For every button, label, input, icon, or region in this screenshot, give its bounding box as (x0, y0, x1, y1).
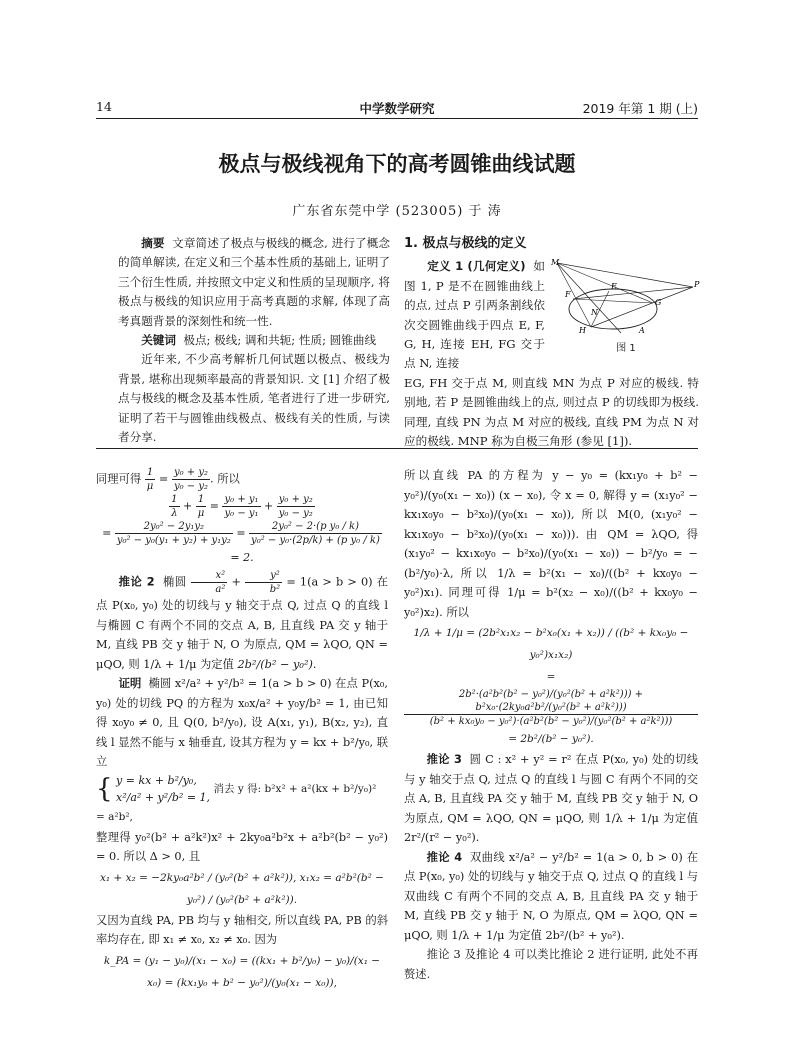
journal-name: 中学数学研究 (359, 101, 435, 116)
sum-reciprocal-equation: 1/λ + 1/μ = (2b²x₁x₂ − b²x₀(x₁ + x₂)) / ((b² + kx₀y₀ − y₀²)x₁x₂) (413, 627, 689, 661)
same-reason-text: 同理可得 (96, 472, 142, 486)
abstract-text: 文章简述了极点与极线的概念, 进行了概念的简单解读, 在定义和三个基本性质的基础上, 证明了三个衍生性质, 并按照文中定义和性质的呈现顺序, 将极点与极线的知识应用于高考真题的求解, 体现了高考真题背景的深刻性和统一性. (118, 236, 390, 328)
abstract-label: 摘要 (141, 236, 165, 250)
left-column: 同理可得 $\frac{1}{\mu}$ = $\frac{\text{y₀ + y₂}}{\text{y₀ − y₂}}$ . 所以 $\frac{1}{\lambda}$ + $\frac{1}{\mu}$ = $\frac{\text{y₀ + y₁}}{\text{y₀ − y₁}}$ + $\frac{\text{y₀ + y₂}}{\text{y₀ − y₂}}$ = $\frac{\text{2y₀² − 2y₁y₂}}{\text{y₀² − y₀(y₁ + y₂) + y₁y₂}}$ = $\frac{\text{2y₀² − 2·(p y₀ / k)}}{\text{y₀² − y₀·(2p/k) + (p y₀ / k)}}$ = 2. 推论 2 椭圆 $\frac{\text{x²}}{\text{a²}}$ + $\frac{\text{y²}}{\text{b²}}$ = 1(a > b > 0) 在点 P(x₀, y₀) 处的切线与 y 轴交于点 Q, 过点 Q 的直线 l 与椭圆 C 有两个不同的交点 A, B, 且直线 PA 交 y 轴于 M, 直线 PB 交 y 轴于 N, O 为原点, QM = λQO, QN = μQO, 则 1/λ + 1/μ 为定值 2b²/(b² − y₀²). 证明 椭圆 x²/a² + y²/b² = 1(a > b > 0) 在点 P(x₀, y₀) 处的切线 PQ 的方程为 x₀x/a² + y₀y/b² = 1, 由已知得 x₀y₀ ≠ 0, 且 Q(0, b²/y₀), 设 A(x₁, y₁), B(x₂, y₂), 直线 l 显然不能与 x 轴垂直, 设其方程为 y = kx + b²/y₀, 联立 { y = kx + b²/y₀, x²/a² + y²/b² = 1, 消去 y 得: b²x² + a²(kx + b²/y₀)² = a²b², 整理得 y₀²(b² + a²k²)x² + 2ky₀a²b²x + a²b²(b² − y₀²) = 0. 所以 Δ > 0, 且 x₁ + x₂ = −2ky₀a²b² / (y₀²(b² + a²k²)), x₁x₂ = a²b²(b² − y₀²) / (y₀²(b² + a²k²)). 又因为直线 PA, PB 均与 y 轴相交, 所以直线 PA, PB 的斜率均存在, 即 x₁ ≠ x₀, x₂ ≠ x₀. 因为 k_PA = (y₁ − y₀)/(x₁ − x₀) = ((kx₁ + b²/y₀) − y₀)/(x₁ − x₀) = (kx₁y₀ + b² − y₀²)/(y₀(x₁ − x₀)), (96, 466, 388, 994)
definition-label: 定义 1 (几何定义) (427, 259, 526, 274)
corollary-2-text-b: = 1(a > b > 0) 在点 P(x₀, y₀) 处的切线与 y 轴交于点 Q, 过点 Q 的直线 l 与椭圆 C 有两个不同的交点 A, B, 且直线 PA 交 y 轴于 M, 直线 PB 交 y 轴于 N, O 为原点, QM = λQO, QN = μQO, 则 1/λ + 1/μ 为定值 (96, 575, 389, 671)
figure-caption: 图 1 (616, 343, 636, 355)
abstract-block (118, 234, 390, 447)
corollary-2-label: 推论 2 (118, 575, 155, 589)
proof-text-c: 又因为直线 PA, PB 均与 y 轴相交, 所以直线 PA, PB 的斜率均存在, 即 x₁ ≠ x₀, x₂ ≠ x₀. 因为 (96, 913, 388, 946)
corollary-3-text: 圆 C : x² + y² = r² 在点 P(x₀, y₀) 处的切线与 y 轴交于点 Q, 过点 Q 的直线 l 与圆 C 有两个不同的交点 A, B, 且直线 PA 交 y 轴于 M, 直线 PB 交 y 轴于 N, O 为原点, QM = λQO, QN = μQO, 则 1/λ + 1/μ 为定值 2r²/(r² − y₀²). (404, 753, 698, 844)
figure-1 (551, 257, 701, 357)
corollary-3-label: 推论 3 (426, 753, 462, 766)
system-line-2: x²/a² + y²/b² = 1, (116, 790, 211, 804)
fig-label-h: H (579, 326, 586, 336)
section-heading: 1. 极点与极线的定义 (404, 236, 527, 251)
intro-paragraph: 近年来, 不少高考解析几何试题以极点、极线为背景, 堪称出现频率最高的背景知识. 文 [1] 介绍了极点与极线的概念及基本性质, 笔者进行了进一步研究, 证明了若干与圆锥曲线极点、极线有关的性质, 与读者分享. (118, 352, 390, 445)
article-title: 极点与极线视角下的高考圆锥曲线试题 (218, 152, 576, 176)
fig-label-f: F (565, 290, 571, 300)
system-of-equations: { y = kx + b²/y₀, x²/a² + y²/b² = 1, 消去 y 得: b²x² + a²(kx + b²/y₀)² = a²b², (96, 773, 377, 823)
final-result: = 2b²/(b² − y₀²). (508, 733, 594, 745)
proof-text-a: 椭圆 x²/a² + y²/b² = 1(a > b > 0) 在点 P(x₀, y₀) 处的切线 PQ 的方程为 x₀x/a² + y₀y/b² = 1, 由已知得 x₀y₀ ≠ 0, 且 Q(0, b²/y₀), 设 A(x₁, y₁), B(x₂, y₂), 直线 l 显然不能与 x 轴垂直, 设其方程为 y = kx + b²/y₀, 联立 (96, 677, 388, 768)
final-equation: = 2b²·(a²b²(b² − y₀²)/(y₀²(b² + a²k²))) + b²x₀·(2ky₀a²b²/(y₀²(b² + a²k²))) (b² + kx₀y₀ − y₀²)·(a²b²(b² − y₀²)/(y₀²(b² + a²k²))) = 2b²/(b² − y₀²). (404, 666, 698, 750)
keywords-text: 极点; 极线; 调和共轭; 性质; 圆锥曲线 (183, 333, 377, 348)
right-column (404, 466, 698, 984)
system-line-1: y = kx + b²/y₀, (116, 773, 197, 787)
definition-block (404, 234, 699, 451)
equation-sum: $\frac{1}{\lambda}$ + $\frac{1}{\mu}$ = $\frac{\text{y₀ + y₁}}{\text{y₀ − y₁}}$ + $\frac{\text{y₀ + y₂}}{\text{y₀ − y₂}}$ (171, 494, 313, 519)
corollary-4-text: 双曲线 x²/a² − y²/b² = 1(a > 0, b > 0) 在点 P(x₀, y₀) 处的切线与 y 轴交于点 Q, 过点 Q 的直线 l 与双曲线 C 有两个不同的交点 A, B, 且直线 PA 交 y 轴于 M, 直线 PB 交 y 轴于 N, O 为原点, QM = λQO, QN = μQO, 则 1/λ + 1/μ 为定值 2b²/(b² + y₀²). (404, 850, 699, 942)
section-divider (96, 448, 698, 449)
definition-text-a: 如图 1, P 是不在圆锥曲线上的点, 过点 P 引两条割线依次交圆锥曲线于四点 E, F, G, H, 连接 EH, FG 交于点 N, 连接 (404, 259, 545, 371)
keywords-label: 关键词 (141, 333, 176, 348)
proof-text-b: 整理得 y₀²(b² + a²k²)x² + 2ky₀a²b²x + a²b²(b² − y₀²) = 0. 所以 Δ > 0, 且 (96, 830, 388, 863)
fig-label-n: N (591, 308, 598, 318)
definition-text-b: EG, FH 交于点 M, 则直线 MN 为点 P 对应的极线. 特别地, 若 P 是圆锥曲线上的点, 则过点 P 的切线即为极线. 同理, 直线 PN 为点 M 对应的极线, 直线 PM 为点 N 对应的极线. MNP 称为自极三角形 (参见 [1]). (404, 375, 699, 449)
closing-paragraph: 推论 3 及推论 4 可以类比推论 2 进行证明, 此处不再赘述. (404, 948, 698, 981)
vieta-formulas: x₁ + x₂ = −2ky₀a²b² / (y₀²(b² + a²k²)), x₁x₂ = a²b²(b² − y₀²) / (y₀²(b² + a²k²)). (100, 871, 384, 906)
therefore-text: . 所以 (210, 472, 240, 486)
fig-label-e: E (611, 282, 617, 292)
corollary-2-value: 2b²/(b² − y₀²). (237, 657, 317, 671)
line-pa-derivation: 所以直线 PA 的方程为 y − y₀ = (kx₁y₀ + b² − y₀²)/(y₀(x₁ − x₀)) (x − x₀), 令 x = 0, 解得 y = (x₁y₀² − kx₁x₀y₀ − b²x₀)/(y₀(x₁ − x₀)), 所以 M(0, (x₁y₀² − kx₁x₀y₀ − b²x₀)/(y₀(x₁ − x₀))). 由 QM = λQO, 得 (x₁y₀² − kx₁x₀y₀ − b²x₀)/(y₀(x₁ − x₀)) − b²/y₀ = −(b²/y₀)·λ, 所以 1/λ = b²(x₁ − x₀)/((b² + kx₀y₀ − y₀²)x₁). 同理可得 1/μ = b²(x₂ − x₀)/((b² + kx₀y₀ − y₀²)x₂). 所以 (404, 469, 698, 619)
figure-1-diagram (551, 257, 701, 339)
equation-result: = 2. (230, 551, 254, 564)
eliminate-y-text: 消去 y 得: b²x² + a²(kx + b²/y₀)² = a²b², (96, 782, 377, 823)
running-header (96, 96, 698, 119)
corollary-2-text-a: 椭圆 (162, 575, 187, 589)
proof-label: 证明 (118, 677, 142, 690)
equation-simplified: = $\frac{\text{2y₀² − 2y₁y₂}}{\text{y₀² − y₀(y₁ + y₂) + y₁y₂}}$ = $\frac{\text{2y₀² − 2·(p y₀ / k)}}{\text{y₀² − y₀·(2p/k) + (p y₀ / k)}}$ = 2. (102, 521, 380, 564)
author-line: 广东省东莞中学 (523005) 于 涛 (292, 204, 502, 219)
fig-label-a: A (639, 326, 645, 336)
page-number: 14 (96, 99, 112, 114)
fig-label-g: G (655, 298, 662, 308)
fig-label-p: P (694, 280, 700, 290)
issue-label: 2019 年第 1 期 (上) (582, 101, 698, 116)
corollary-4-label: 推论 4 (426, 850, 463, 864)
fig-label-m: M (551, 258, 560, 268)
slope-pa-equation: k_PA = (y₁ − y₀)/(x₁ − x₀) = ((kx₁ + b²/y₀) − y₀)/(x₁ − x₀) = (kx₁y₀ + b² − y₀²)/(y₀(x₁ − x₀)), (103, 954, 381, 989)
